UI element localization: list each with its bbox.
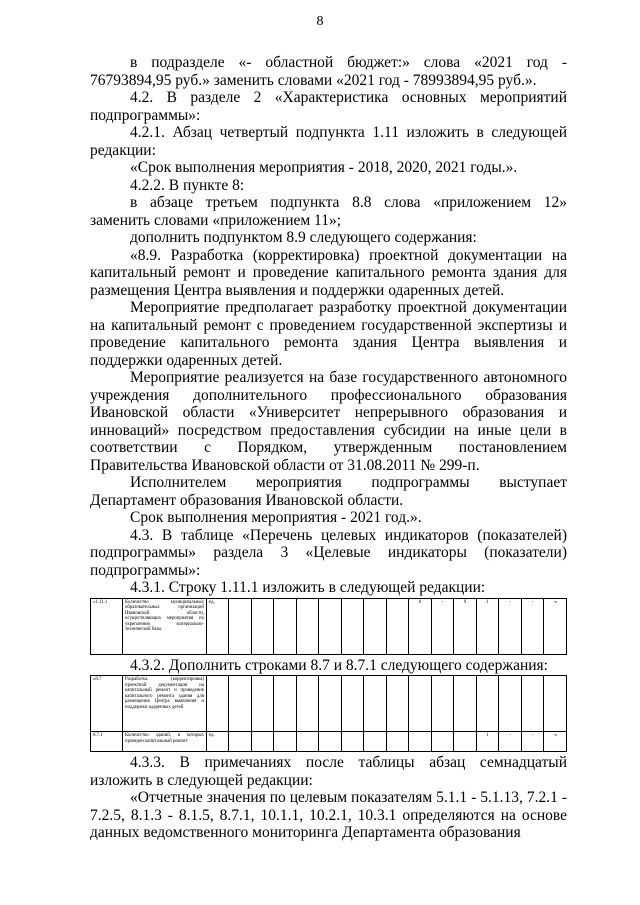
table-cell [274, 676, 297, 732]
row-description: Количество муниципальных образовательных организаций Ивановской области, осуществляющих мероприятия по укреплению материально-технической базы [123, 598, 207, 654]
table-row [91, 676, 567, 732]
table-cell [229, 732, 252, 752]
document-body [90, 54, 567, 842]
table-cell [229, 676, 252, 732]
table-cell [341, 598, 364, 654]
paragraph: «8.9. Разработка (корректировка) проектной документации на капитальный ремонт и проведение капитального ремонта здания для размещения Центра выявления и поддержки одаренных детей. [90, 246, 567, 299]
paragraph: дополнить подпунктом 8.9 следующего содержания: [130, 229, 477, 246]
row-description: Разработка (корректировка) проектной документации на капитальный ремонт и проведение капитального ремонта здания для размещения Центра выявления и поддержки одаренных детей [123, 676, 207, 732]
table-cell [319, 676, 342, 732]
paragraph: в абзаце третьем подпункта 8.8 слова «приложением 12» заменить словами «приложением 11»; [90, 194, 567, 229]
table-cell [319, 598, 342, 654]
table-cell: - [431, 598, 454, 654]
row-number: «8.7 [91, 676, 123, 732]
table-cell: - [499, 732, 522, 752]
paragraph: 4.3. В таблице «Перечень целевых индикаторов (показателей) подпрограммы» раздела 3 «Целевые индикаторы (показатели) подпрограммы»: [90, 526, 567, 579]
table-cell [274, 732, 297, 752]
page-number: 8 [316, 14, 324, 29]
paragraph: 4.2.1. Абзац четвертый подпункта 1.11 изложить в следующей редакции: [90, 124, 567, 159]
table-cell [296, 732, 319, 752]
table-cell [431, 732, 454, 752]
paragraph: «Срок выполнения мероприятия - 2018, 2020, 2021 годы.». [130, 159, 518, 176]
paragraph: 4.3.2. Дополнить строками 8.7 и 8.7.1 следующего содержания: [130, 656, 548, 674]
paragraph: 4.2.2. В пункте 8: [130, 176, 245, 194]
row-number: 8.7.1 [91, 732, 123, 752]
table-cell: - [521, 732, 544, 752]
table-cell [386, 676, 409, 732]
table-cell [364, 732, 387, 752]
table-cell [476, 676, 499, 732]
row-unit: ед. [207, 732, 229, 752]
table-cell [364, 598, 387, 654]
table-cell [454, 732, 477, 752]
table-cell [521, 676, 544, 732]
table-cell [341, 732, 364, 752]
table-cell [499, 676, 522, 732]
row-description: Количество зданий, в которых проведен капитальный ремонт [123, 732, 207, 752]
table-cell: 9 [454, 598, 477, 654]
table-cell [544, 676, 567, 732]
indicator-table-2 [90, 675, 567, 752]
table-cell [409, 732, 432, 752]
table-cell [431, 676, 454, 732]
table-cell [251, 732, 274, 752]
paragraph: в подразделе «- областной бюджет:» слова «2021 год - 76793894,95 руб.» заменить словами «2021 год - 78993894,95 руб.». [90, 54, 567, 89]
table-cell [341, 676, 364, 732]
paragraph: 4.3.1. Строку 1.11.1 изложить в следующей редакции: [130, 579, 486, 596]
table-cell [454, 676, 477, 732]
table-cell [386, 598, 409, 654]
table-row [91, 598, 567, 654]
table-cell: - [499, 598, 522, 654]
table-cell [274, 598, 297, 654]
table-cell [251, 676, 274, 732]
table-cell [364, 676, 387, 732]
paragraph: 4.3.3. В примечаниях после таблицы абзац семнадцатый изложить в следующей редакции: [90, 754, 567, 789]
paragraph: Мероприятие реализуется на базе государственного автономного учреждения дополнительного профессионального образования Ивановской области «Университет непрерывного образования и инноваций» посредством предоставления субсидии на иные цели в соответствии с Порядком, утвержденным постановлением Правительства Ивановской области от 31.08.2011 № 299-п. [90, 369, 567, 474]
table-cell: 1 [476, 598, 499, 654]
table-cell: - [521, 598, 544, 654]
indicator-table-1 [90, 598, 567, 655]
table-row [91, 732, 567, 752]
table-cell [386, 732, 409, 752]
row-unit [207, 676, 229, 732]
table-cell [251, 598, 274, 654]
paragraph: Срок выполнения мероприятия - 2021 год.». [130, 509, 422, 526]
paragraph: Исполнителем мероприятия подпрограммы выступает Департамент образования Ивановской области. [90, 474, 567, 509]
table-cell [319, 732, 342, 752]
paragraph: Мероприятие предполагает разработку проектной документации на капитальный ремонт с проведением государственной экспертизы и проведение капитального ремонта здания Центра выявления и поддержки одаренных детей. [90, 299, 567, 369]
table-cell [296, 676, 319, 732]
table-cell: -» [544, 598, 567, 654]
table-cell: 1 [476, 732, 499, 752]
table-cell [296, 598, 319, 654]
table-cell: 6 [409, 598, 432, 654]
row-number: «1.11.1 [91, 598, 123, 654]
row-unit: ед. [207, 598, 229, 654]
table-cell: -» [544, 732, 567, 752]
table-cell [229, 598, 252, 654]
paragraph: 4.2. В разделе 2 «Характеристика основных мероприятий подпрограммы»: [90, 89, 567, 124]
paragraph: «Отчетные значения по целевым показателям 5.1.1 - 5.1.13, 7.2.1 - 7.2.5, 8.1.3 - 8.1.5, 8.7.1, 10.1.1, 10.2.1, 10.3.1 определяются на основе данных ведомственного мониторинга Департамента образования [90, 789, 567, 841]
table-cell [409, 676, 432, 732]
